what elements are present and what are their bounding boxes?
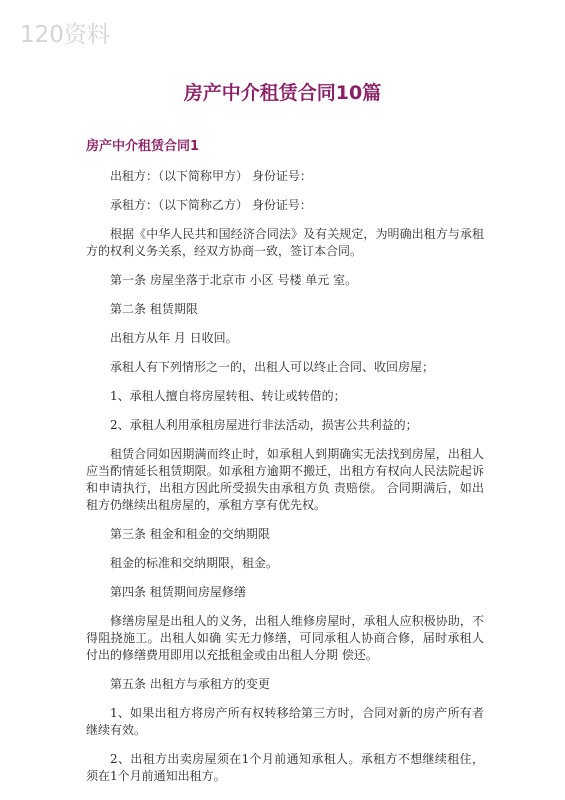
paragraph-preamble: 根据《中华人民共和国经济合同法》及有关规定，为明确出租方与承租方的权利义务关系，经双方协商一致，签订本合同。 bbox=[86, 227, 484, 258]
paragraph-article-3-heading: 第三条 租金和租金的交纳期限 bbox=[110, 527, 270, 541]
contract-body bbox=[86, 168, 484, 797]
paragraph-termination-conditions: 承租人有下列情形之一的，出租人可以终止合同、收回房屋； bbox=[110, 360, 435, 374]
paragraph-condition-1: 1、承租人擅自将房屋转租、转让或转借的； bbox=[110, 389, 346, 403]
paragraph-change-1: 1、如果出租方将房产所有权转移给第三方时，合同对新的房产所有者继续有效。 bbox=[86, 706, 484, 737]
paragraph-article-5-heading: 第五条 出租方与承租方的变更 bbox=[110, 677, 270, 691]
paragraph-recovery-date: 出租方从年 月 日收回。 bbox=[110, 331, 238, 345]
paragraph-expiry-terms: 租赁合同如因期满而终止时，如承租人到期确实无法找到房屋，出租人应当酌情延长租赁期限。如承租方逾期不搬迁，出租方有权向人民法院起诉和申请执行，出租方因此所受损失由承租方负 责赔偿。 合同期满后，如出租方仍继续出租房屋的，承租方享有优先权。 bbox=[86, 447, 484, 512]
paragraph-article-2-heading: 第二条 租赁期限 bbox=[110, 302, 198, 316]
paragraph-rent-standard: 租金的标准和交纳期限，租金。 bbox=[110, 556, 279, 570]
paragraph-article-4-heading: 第四条 租赁期间房屋修缮 bbox=[110, 585, 246, 599]
paragraph-change-2: 2、出租方出卖房屋须在1个月前通知承租人。承租方不想继续租住，须在1个月前通知出租方。 bbox=[86, 752, 484, 783]
paragraph-condition-2: 2、承租人利用承租房屋进行非法活动，损害公共利益的； bbox=[110, 418, 418, 432]
paragraph-lessee: 承租方：（以下简称乙方） 身份证号： bbox=[110, 198, 312, 212]
paragraph-lessor: 出租方：（以下简称甲方） 身份证号： bbox=[110, 169, 312, 183]
document-title: 房产中介租赁合同10篇 bbox=[183, 82, 382, 104]
paragraph-article-1: 第一条 房屋坐落于北京市 小区 号楼 单元 室。 bbox=[110, 273, 358, 287]
paragraph-repair-duty: 修缮房屋是出租人的义务，出租人维修房屋时，承租人应积极协助，不得阻挠施工。出租人如确 实无力修缮，可同承租人协商合修，届时承租人付出的修缮费用即用以充抵租金或由出租人分期 偿还。 bbox=[86, 614, 484, 662]
watermark-logo: 120资料 bbox=[20, 22, 110, 48]
section-title: 房产中介租赁合同1 bbox=[86, 139, 200, 154]
